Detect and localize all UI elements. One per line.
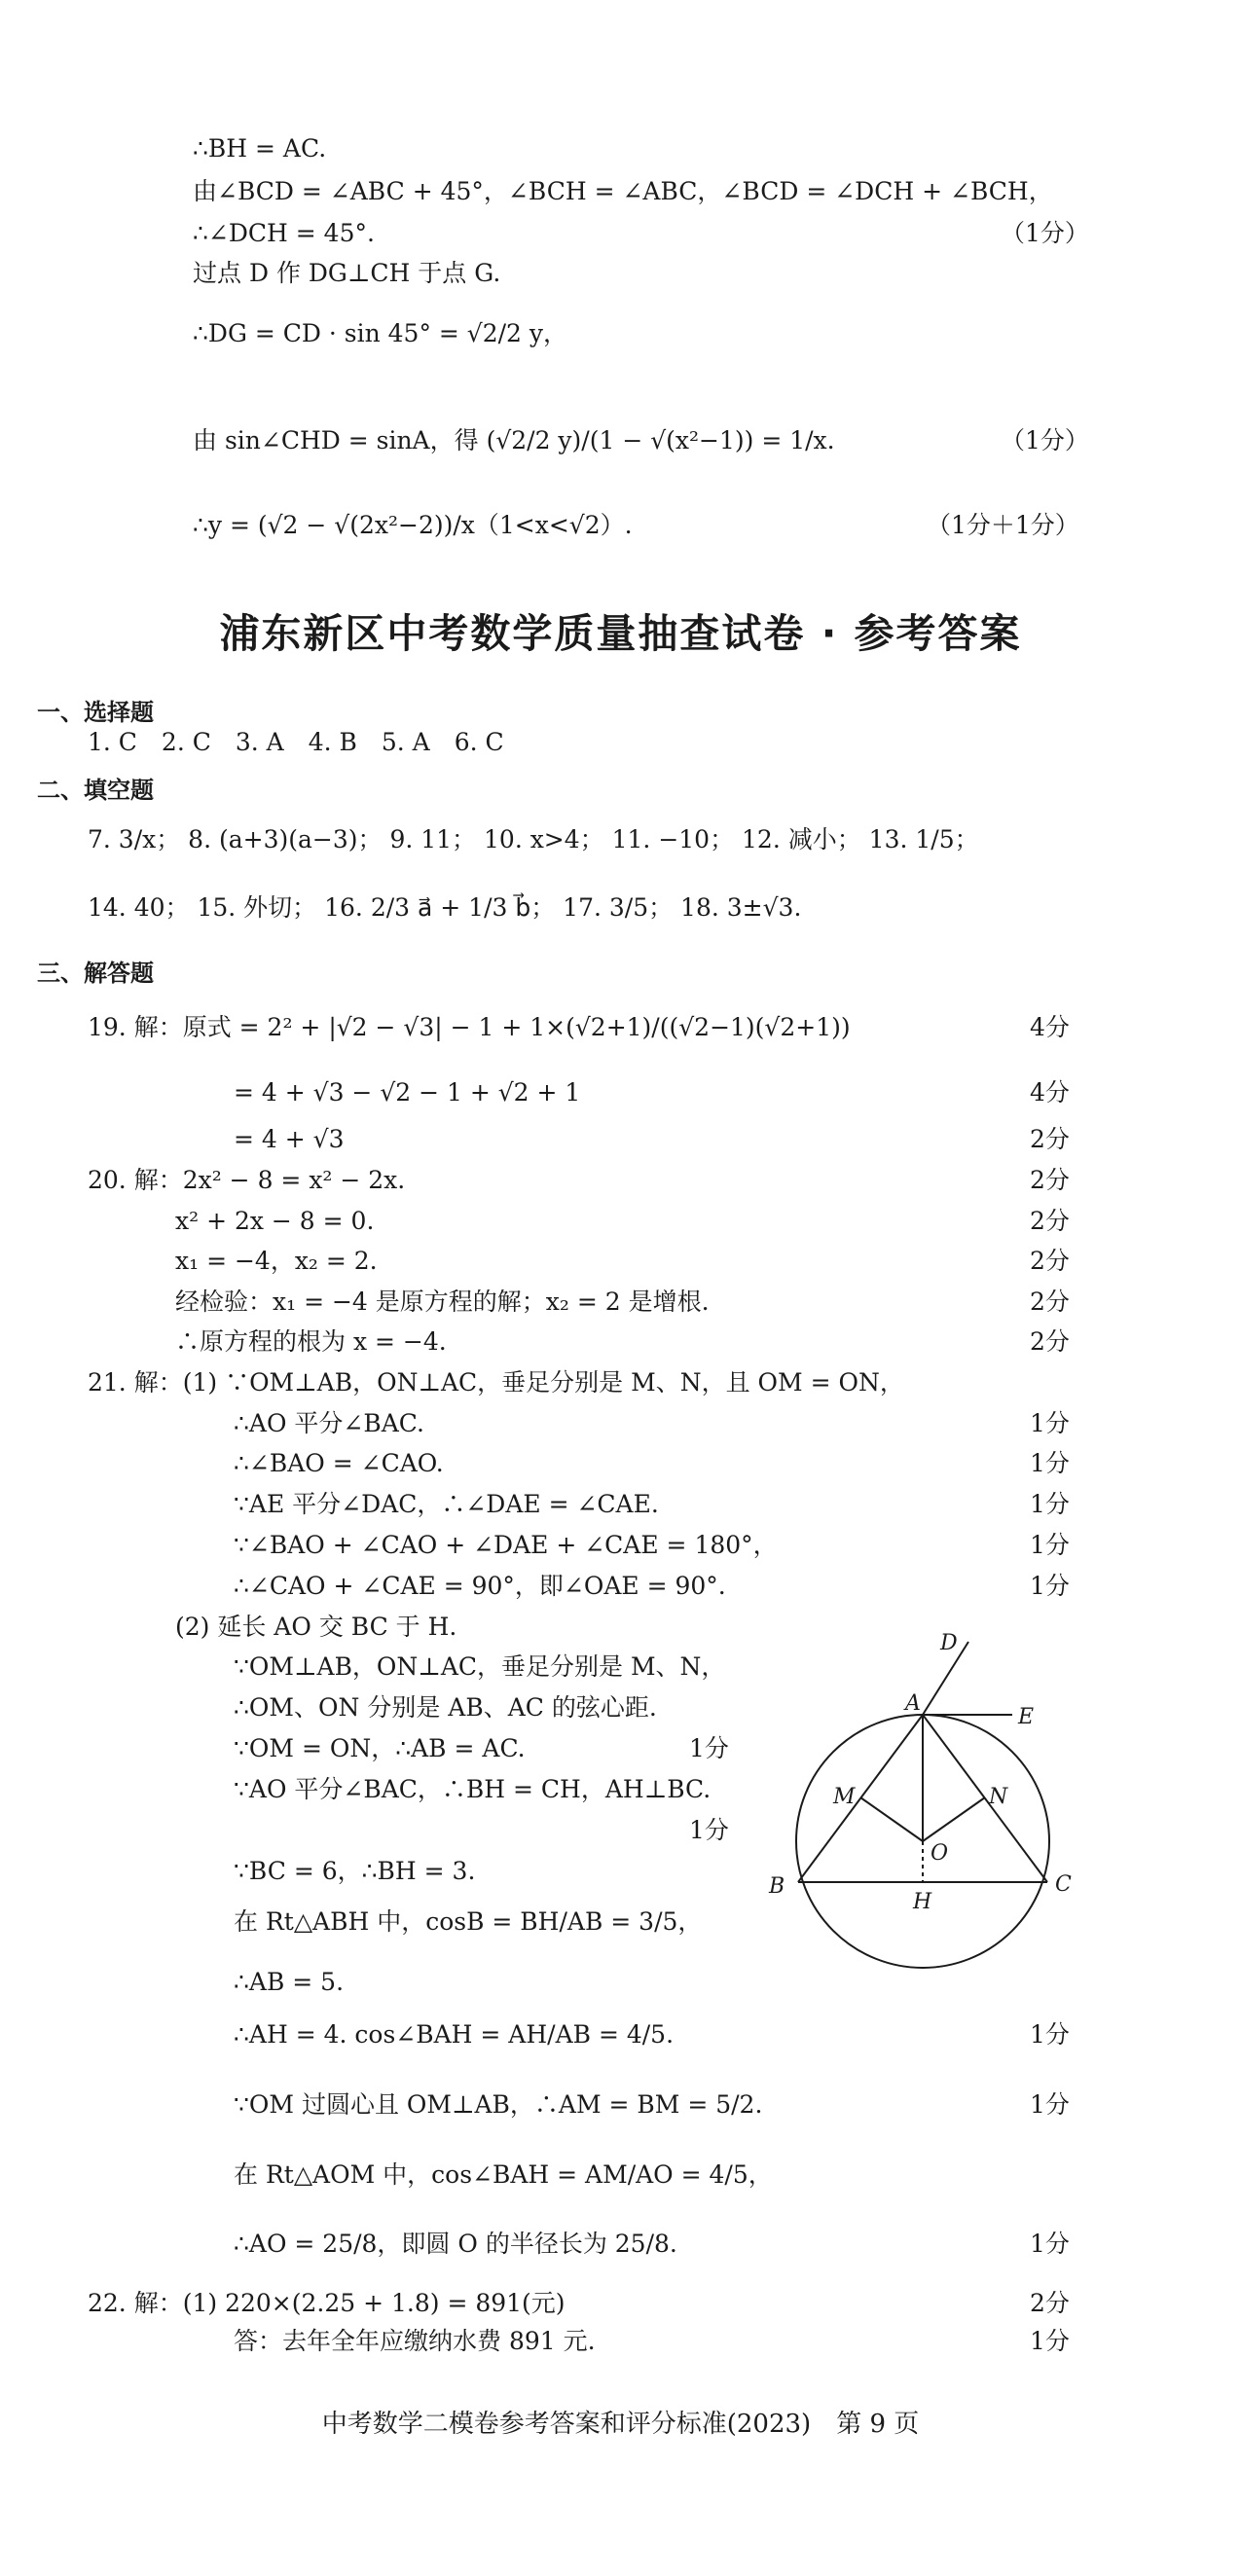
q21b-line-12: ∴AO = 25/8，即圆 O 的半径长为 25/8. [234, 2230, 677, 2258]
q22-score-2: 1分 [1030, 2327, 1070, 2355]
q20-line-1: 20. 解：2x² − 8 = x² − 2x. [88, 1166, 406, 1194]
q21-score-4: 1分 [1030, 1531, 1070, 1559]
q21b-line-1: (2) 延长 AO 交 BC 于 H. [175, 1613, 457, 1641]
label-n: N [989, 1785, 1008, 1809]
q19-line-2: = 4 + √3 − √2 − 1 + √2 + 1 [234, 1078, 581, 1107]
line-on [923, 1797, 985, 1841]
label-c: C [1055, 1872, 1072, 1897]
q21-line-2: ∴AO 平分∠BAC. [234, 1409, 424, 1437]
q20-score-4: 2分 [1030, 1288, 1070, 1316]
q21b-line-6: ∵BC = 6，∴BH = 3. [234, 1857, 476, 1885]
q21b-line-10: ∵OM 过圆心且 OM⊥AB，∴AM = BM = 5/2. [234, 2090, 763, 2119]
q20-line-5: ∴原方程的根为 x = −4. [175, 1327, 447, 1356]
q20-line-3: x₁ = −4，x₂ = 2. [175, 1247, 378, 1275]
line-om [860, 1797, 923, 1841]
page-footer: 中考数学二模卷参考答案和评分标准(2023) 第 9 页 [321, 2410, 920, 2439]
top-line-6: 由 sin∠CHD = sinA，得 (√2/2 y)/(1 − √(x²−1)) = 1/x. [193, 426, 835, 454]
q21b-line-8: ∴AB = 5. [234, 1968, 345, 1996]
q20-line-2: x² + 2x − 8 = 0. [175, 1207, 375, 1235]
q21b-score-1: 1分 [689, 1734, 729, 1762]
q19-score-2: 4分 [1030, 1078, 1070, 1107]
q21b-line-9: ∴AH = 4. cos∠BAH = AH/AB = 4/5. [234, 2020, 675, 2049]
q21b-line-2: ∵OM⊥AB，ON⊥AC，垂足分别是 M、N， [234, 1652, 726, 1681]
label-o: O [931, 1841, 949, 1866]
top-line-5: ∴DG = CD · sin 45° = √2/2 y， [193, 319, 568, 347]
top-score-2: （1分） [1001, 426, 1089, 454]
top-score-1: （1分） [1001, 219, 1089, 247]
q20-score-3: 2分 [1030, 1247, 1070, 1275]
q21-line-6: ∴∠CAO + ∠CAE = 90°，即∠OAE = 90°. [234, 1572, 726, 1600]
q21b-line-3: ∴OM、ON 分别是 AB、AC 的弦心距. [234, 1693, 657, 1722]
top-score-3: （1分＋1分） [927, 511, 1079, 539]
label-e: E [1018, 1705, 1035, 1729]
q21b-score-4: 1分 [1030, 2090, 1070, 2119]
top-line-1: ∴BH = AC. [193, 134, 327, 163]
q21-score-5: 1分 [1030, 1572, 1070, 1600]
q19-line-1: 19. 解：原式 = 2² + |√2 − √3| − 1 + 1×(√2+1)/((√2−1)(√2+1)) [88, 1013, 851, 1041]
top-line-4: 过点 D 作 DG⊥CH 于点 G. [193, 259, 501, 287]
q21-line-5: ∵∠BAO + ∠CAO + ∠DAE + ∠CAE = 180°， [234, 1531, 778, 1559]
q21-score-1: 1分 [1030, 1409, 1070, 1437]
page-title: 浦东新区中考数学质量抽查试卷 · 参考答案 [219, 610, 1022, 657]
q21-line-1: 21. 解：(1) ∵OM⊥AB，ON⊥AC，垂足分别是 M、N，且 OM = ON， [88, 1368, 904, 1397]
geometry-figure [759, 1630, 1090, 2000]
label-d: D [940, 1631, 958, 1655]
q21-line-3: ∴∠BAO = ∠CAO. [234, 1449, 444, 1477]
top-line-3: ∴∠DCH = 45°. [193, 219, 375, 247]
q22-score-1: 2分 [1030, 2289, 1070, 2317]
q19-score-1: 4分 [1030, 1013, 1070, 1041]
q19-score-3: 2分 [1030, 1125, 1070, 1153]
q21-score-2: 1分 [1030, 1449, 1070, 1477]
q19-line-3: = 4 + √3 [234, 1125, 345, 1153]
q21b-line-4: ∵OM = ON，∴AB = AC. [234, 1734, 526, 1762]
q21-line-4: ∵AE 平分∠DAC，∴∠DAE = ∠CAE. [234, 1490, 659, 1518]
q20-score-5: 2分 [1030, 1327, 1070, 1356]
q21b-line-5: ∵AO 平分∠BAC，∴BH = CH，AH⊥BC. [234, 1775, 712, 1803]
label-a: A [905, 1691, 921, 1716]
q20-score-2: 2分 [1030, 1207, 1070, 1235]
section-choice: 一、选择题 [37, 699, 154, 726]
q20-score-1: 2分 [1030, 1166, 1070, 1194]
fill-line-1: 7. 3/x； 8. (a+3)(a−3)； 9. 11； 10. x>4； 11. −10； 12. 减小； 13. 1/5； [88, 825, 979, 853]
top-line-2: 由∠BCD = ∠ABC + 45°，∠BCH = ∠ABC，∠BCD = ∠DCH + ∠BCH， [193, 177, 1053, 205]
label-m: M [833, 1785, 856, 1809]
label-b: B [769, 1874, 785, 1899]
fill-line-2: 14. 40； 15. 外切； 16. 2/3 a⃗ + 1/3 b⃗； 17. 3/5； 18. 3±√3. [88, 893, 802, 922]
q21b-line-7: 在 Rt△ABH 中，cosB = BH/AB = 3/5， [234, 1907, 703, 1936]
q21-score-3: 1分 [1030, 1490, 1070, 1518]
q20-line-4: 经检验：x₁ = −4 是原方程的解；x₂ = 2 是增根. [175, 1288, 710, 1316]
q22-line-1: 22. 解：(1) 220×(2.25 + 1.8) = 891(元) [88, 2289, 566, 2317]
q21b-line-11: 在 Rt△AOM 中，cos∠BAH = AM/AO = 4/5， [234, 2160, 773, 2189]
q21b-score-2: 1分 [689, 1816, 729, 1844]
section-solve: 三、解答题 [37, 960, 154, 987]
q22-line-2: 答：去年全年应缴纳水费 891 元. [234, 2327, 596, 2355]
q21b-score-3: 1分 [1030, 2020, 1070, 2049]
q21b-score-5: 1分 [1030, 2230, 1070, 2258]
choice-answers: 1. C 2. C 3. A 4. B 5. A 6. C [88, 728, 504, 756]
section-fill: 二、填空题 [37, 777, 154, 804]
label-h: H [913, 1890, 932, 1914]
top-line-7: ∴y = (√2 − √(2x²−2))/x（1<x<√2）. [193, 511, 633, 539]
